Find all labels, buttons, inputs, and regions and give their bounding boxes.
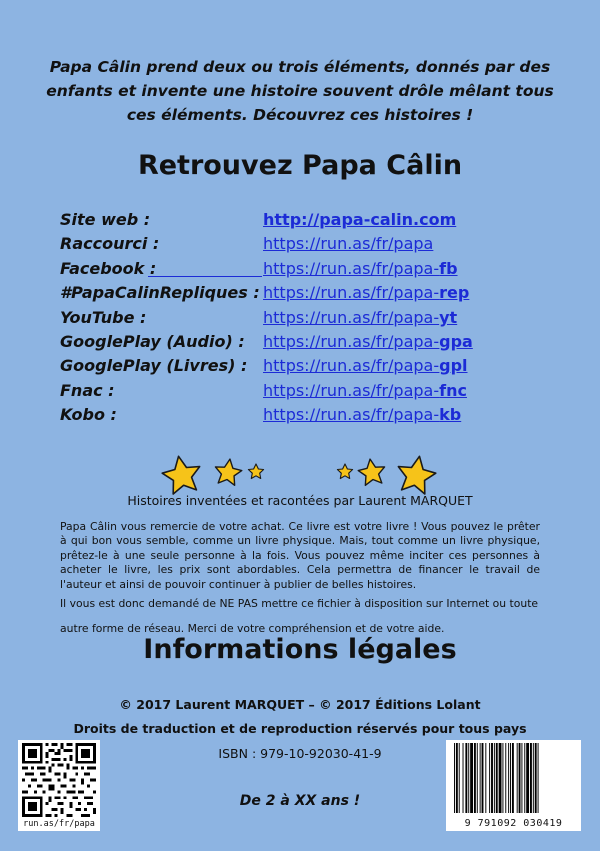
legal-title: Informations légales <box>143 634 457 665</box>
barcode-bar <box>465 743 467 813</box>
qr-code-icon <box>22 743 96 817</box>
link-label: #PapaCalinRepliques : <box>60 283 260 303</box>
barcode-bar <box>470 743 473 813</box>
barcode-bar <box>519 743 521 813</box>
barcode-bar <box>505 743 506 813</box>
link-label: GooglePlay (Livres) : <box>60 356 248 376</box>
link-url[interactable]: http://papa-calin.com <box>263 210 457 229</box>
links-list <box>60 208 560 428</box>
link-row-repliques <box>60 281 560 305</box>
barcode-bar <box>480 743 481 813</box>
barcode-bar <box>474 743 476 813</box>
barcode-bar <box>533 743 534 813</box>
barcode-bar <box>502 743 503 813</box>
star-icon <box>246 462 266 482</box>
rights-text: Droits de traduction et de reproduction réservés pour tous pays <box>73 721 527 736</box>
star-icon <box>394 454 438 498</box>
intro-line-2: enfants et invente une histoire souvent drôle mêlant tous <box>46 82 554 100</box>
barcode-bar <box>499 743 502 813</box>
barcode <box>446 740 581 831</box>
link-row-youtube <box>60 306 560 330</box>
intro-text <box>40 55 560 127</box>
barcode-bar <box>530 743 532 813</box>
notice-paragraph: Il vous est donc demandé de NE PAS mettre ce fichier à disposition sur Internet ou toute <box>60 597 539 610</box>
link-row-website <box>60 208 560 232</box>
link-row-fnac <box>60 379 560 403</box>
link-url[interactable]: https://run.as/fr/papa-yt <box>263 307 458 327</box>
star-icon <box>212 457 244 489</box>
barcode-bar <box>538 743 539 813</box>
link-row-shortcut <box>60 232 560 256</box>
link-label: Facebook : <box>60 258 157 278</box>
barcode-bar <box>496 743 498 813</box>
barcode-bar <box>463 743 464 813</box>
link-label: GooglePlay (Audio) : <box>60 331 245 351</box>
barcode-bar <box>494 743 495 813</box>
link-row-facebook <box>60 257 560 281</box>
barcode-bar <box>521 743 522 813</box>
qr-code <box>18 740 100 831</box>
barcode-bar <box>489 743 490 813</box>
copyright-text: © 2017 Laurent MARQUET – © 2017 Éditions Lolant <box>119 697 481 712</box>
star-icon <box>356 457 388 489</box>
link-url[interactable]: https://run.as/fr/papa-kb <box>263 405 462 425</box>
barcode-bar <box>491 743 493 813</box>
link-row-googleplay-audio <box>60 330 560 354</box>
barcode-number: 9 791092 030419 <box>464 818 563 829</box>
link-url[interactable]: https://run.as/fr/papa-fnc <box>263 380 467 400</box>
underline-divider <box>148 276 262 277</box>
page-title: Retrouvez Papa Câlin <box>137 150 463 181</box>
barcode-bar <box>477 743 478 813</box>
notice-paragraph: Papa Câlin vous remercie de votre achat. Ce livre est votre livre ! Vous pouvez le prêter à qui bon vous semble, comme un livre physique. Mais, tout comme un livre physique, prêtez-le à une seule personne à la fois. Vous pouvez même inciter ces personnes à acheter le livre, les prix sont abordables. Cela permettra de financer le travail de l'auteur et ainsi de pouvoir continuer à publier de belles histoires. <box>60 520 540 591</box>
link-url[interactable]: https://run.as/fr/papa <box>263 234 434 254</box>
link-label: Site web : <box>60 210 151 229</box>
barcode-bar <box>456 743 458 813</box>
age-range: De 2 à XX ans ! <box>239 793 361 809</box>
link-row-kobo <box>60 403 560 427</box>
barcode-bar <box>517 743 518 813</box>
barcode-bar <box>524 743 525 813</box>
link-row-googleplay-books <box>60 354 560 378</box>
barcode-bar <box>508 743 509 813</box>
intro-line-3: ces éléments. Découvrez ces histoires ! <box>126 106 474 124</box>
star-icon <box>160 454 204 498</box>
barcode-bar <box>526 743 529 813</box>
qr-label: run.as/fr/papa <box>23 819 95 829</box>
link-url[interactable]: https://run.as/fr/papa-gpl <box>263 356 468 376</box>
link-label: Raccourci : <box>60 234 160 254</box>
link-label: Kobo : <box>60 405 117 425</box>
barcode-bar <box>454 743 455 813</box>
barcode-bar <box>468 743 469 813</box>
isbn-text: ISBN : 979-10-92030-41-9 <box>218 746 382 761</box>
star-icon <box>335 462 355 482</box>
barcode-bar <box>535 743 537 813</box>
notice-paragraph: autre forme de réseau. Merci de votre compréhension et de votre aide. <box>60 622 445 635</box>
intro-line-1: Papa Câlin prend deux ou trois éléments, donnés par des <box>49 58 551 76</box>
barcode-bar <box>512 743 514 813</box>
barcode-bar <box>485 743 486 813</box>
barcode-bar <box>459 743 460 813</box>
barcode-bars-icon <box>452 743 575 813</box>
barcode-bar <box>510 743 511 813</box>
barcode-bar <box>482 743 484 813</box>
link-url[interactable]: https://run.as/fr/papa-rep <box>263 283 470 303</box>
link-label: YouTube : <box>60 307 147 327</box>
link-url[interactable]: https://run.as/fr/papa-fb <box>263 258 458 278</box>
author-credit: Histoires inventées et racontées par Laurent MARQUET <box>127 493 473 508</box>
link-url[interactable]: https://run.as/fr/papa-gpa <box>263 331 473 351</box>
link-label: Fnac : <box>60 380 115 400</box>
